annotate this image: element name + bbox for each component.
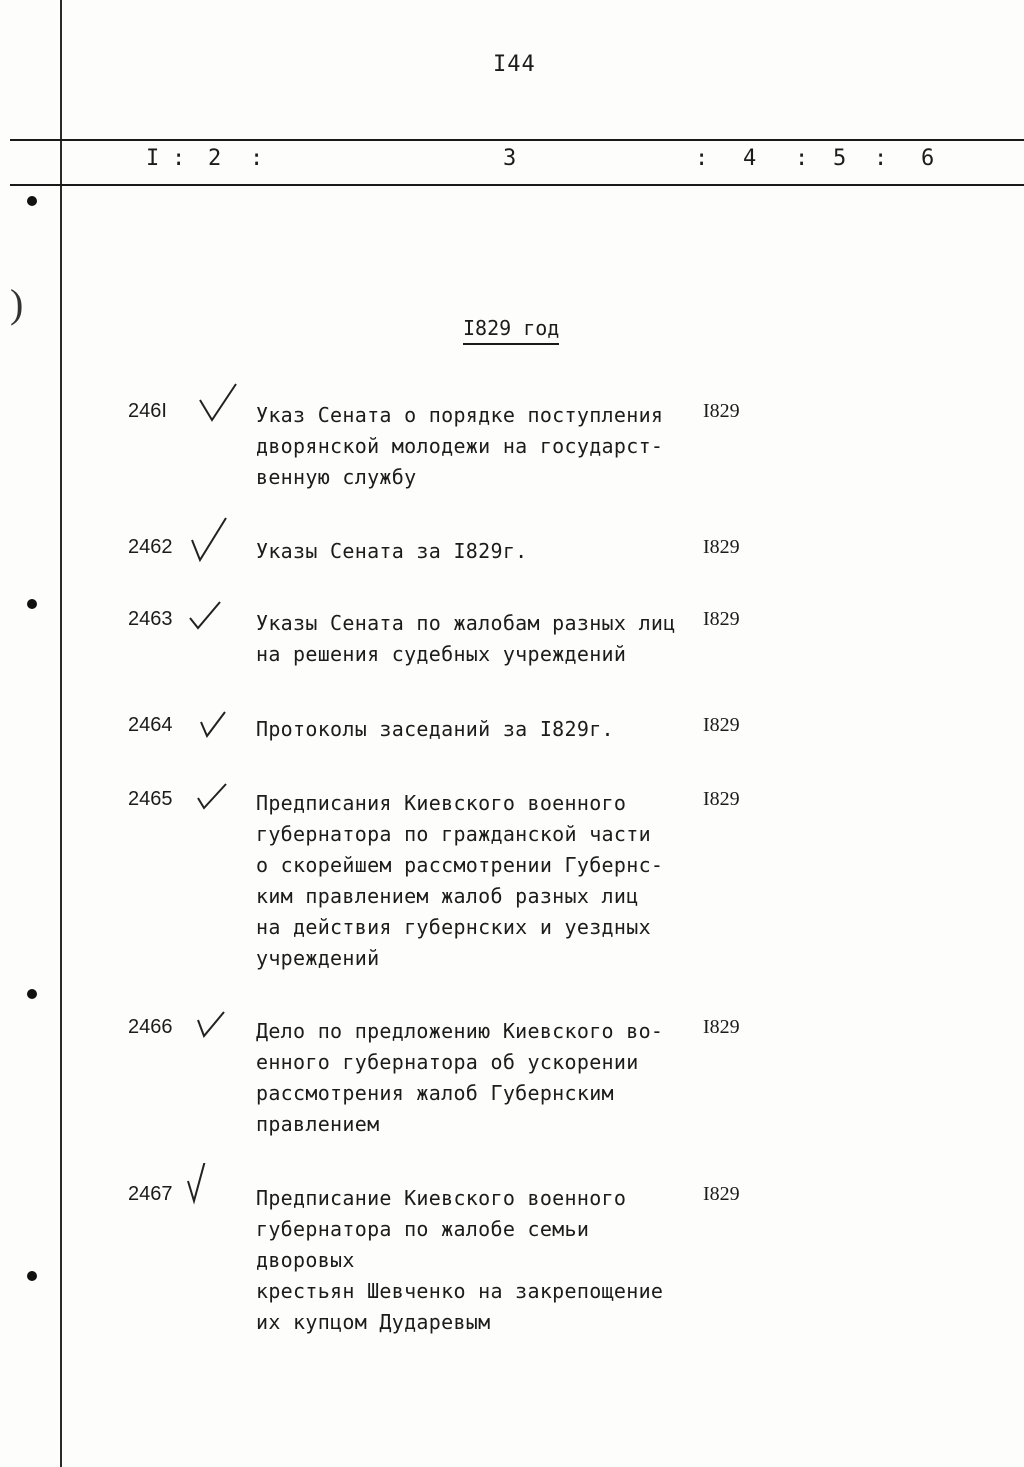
check-mark-icon bbox=[193, 694, 237, 740]
entry-year: I829 bbox=[703, 608, 740, 630]
entry-number: 246I bbox=[128, 400, 167, 422]
entry-title: Предписание Киевского военного губернатора по жалобе семьи дворовых крестьян Шевченко на закрепощение их купцом Дударевым bbox=[256, 1186, 664, 1334]
check-mark-icon bbox=[184, 588, 228, 634]
check-mark-icon bbox=[186, 516, 230, 562]
section-title: I829 год bbox=[463, 316, 559, 345]
entry-number: 2462 bbox=[128, 536, 173, 558]
column-header-5: 5 bbox=[833, 146, 847, 171]
column-header-1: I bbox=[146, 146, 160, 171]
punch-hole-icon bbox=[27, 196, 37, 206]
entry-year: I829 bbox=[703, 788, 740, 810]
header-rule-top bbox=[10, 139, 1024, 141]
header-rule-bottom bbox=[10, 184, 1024, 186]
entry-year: I829 bbox=[703, 536, 740, 558]
entry-title: Указы Сената за I829г. bbox=[256, 539, 528, 563]
entry-year: I829 bbox=[703, 1183, 740, 1205]
left-margin-line bbox=[60, 0, 62, 1467]
check-mark-icon bbox=[192, 996, 236, 1042]
column-separator: : bbox=[874, 146, 888, 171]
column-header-6: 6 bbox=[921, 146, 935, 171]
entry-number: 2464 bbox=[128, 714, 173, 736]
entry-number: 2467 bbox=[128, 1183, 173, 1205]
column-separator: : bbox=[172, 146, 186, 171]
column-header-3: 3 bbox=[503, 146, 517, 171]
margin-bracket-mark: ) bbox=[10, 281, 24, 326]
check-mark-icon bbox=[180, 1163, 224, 1209]
column-separator: : bbox=[795, 146, 809, 171]
column-header-4: 4 bbox=[743, 146, 757, 171]
entry-year: I829 bbox=[703, 1016, 740, 1038]
column-separator: : bbox=[695, 146, 709, 171]
page-number: I44 bbox=[493, 52, 536, 77]
punch-hole-icon bbox=[27, 1271, 37, 1281]
column-separator: : bbox=[250, 146, 264, 171]
entry-year: I829 bbox=[703, 400, 740, 422]
entry-title: Указ Сената о порядке поступления дворянской молодежи на государст- венную службу bbox=[256, 403, 664, 489]
entry-title: Предписания Киевского военного губернатора по гражданской части о скорейшем рассмотрении Губернс- ким правлением жалоб разных лиц на действия губернских и уездных учреждений bbox=[256, 791, 664, 970]
entry-number: 2465 bbox=[128, 788, 173, 810]
entry-title: Указы Сената по жалобам разных лиц на решения судебных учреждений bbox=[256, 611, 676, 666]
entry-year: I829 bbox=[703, 714, 740, 736]
punch-hole-icon bbox=[27, 599, 37, 609]
check-mark-icon bbox=[196, 380, 240, 426]
column-header-2: 2 bbox=[208, 146, 222, 171]
check-mark-icon bbox=[192, 768, 236, 814]
entry-title: Дело по предложению Киевского во- енного губернатора об ускорении рассмотрения жалоб Губернским правлением bbox=[256, 1019, 664, 1136]
punch-hole-icon bbox=[27, 989, 37, 999]
entry-number: 2463 bbox=[128, 608, 173, 630]
entry-number: 2466 bbox=[128, 1016, 173, 1038]
entry-title: Протоколы заседаний за I829г. bbox=[256, 717, 614, 741]
